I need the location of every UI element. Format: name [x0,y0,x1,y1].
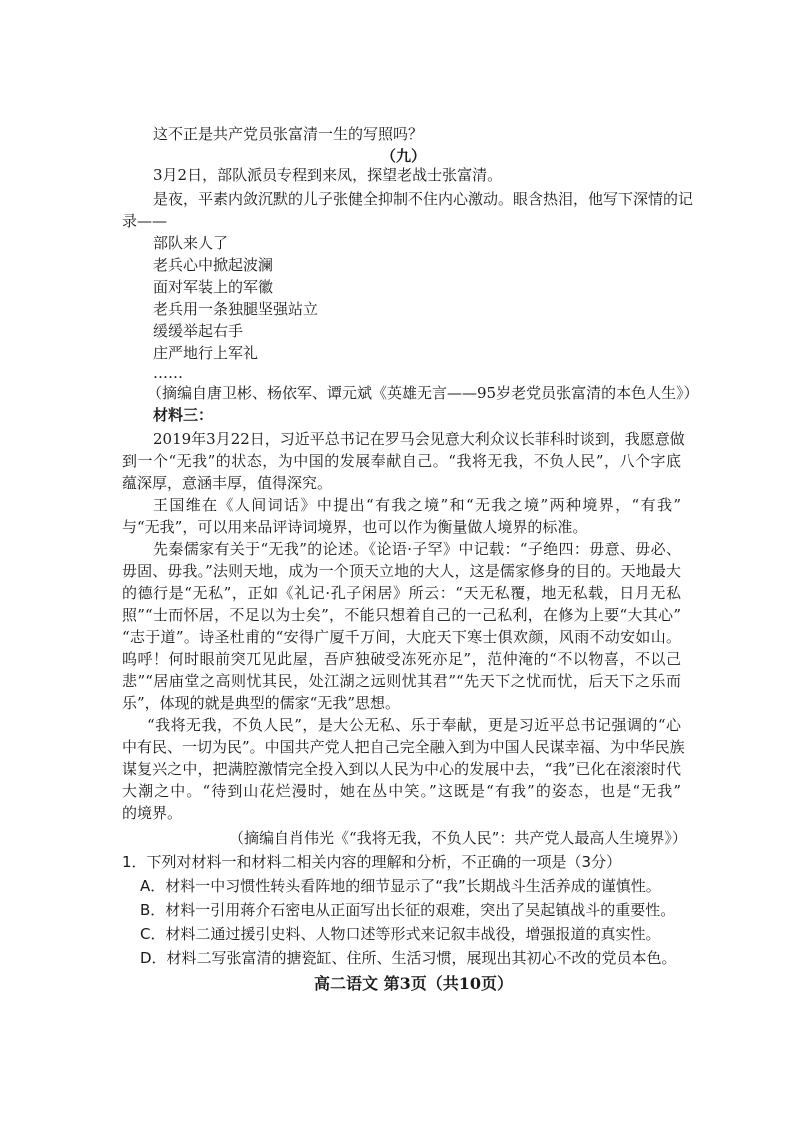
body-line: 3月2日，部队派员专程到来凤，探望老战士张富清。 [153,166,503,184]
poem-line: 老兵心中掀起波澜 [153,256,274,274]
poem-line: …… [153,364,183,382]
poem-line: 面对军装上的军徽 [153,278,274,296]
body-line: 蕴深厚，意涵丰厚，值得深究。 [122,474,333,492]
question-stem: 1．下列对材料一和材料二相关内容的理解和分析，不正确的一项是（3分） [122,853,622,871]
body-line: 大潮之中。“待到山花烂漫时，她在丛中笑。”这既是“有我”的姿态，也是“无我” [122,782,681,800]
poem-line: 缓缓举起右手 [153,322,244,340]
body-line: 乐”，体现的就是典型的儒家“无我”思想。 [122,694,401,712]
body-line: 谋复兴之中，把满腔激情完全投入到以人民为中心的发展中去，“我”已化在滚滚时代 [122,760,681,778]
body-line: 中有民、一切为民”。中国共产党人把自己完全融入到为中国人民谋幸福、为中华民族 [122,738,685,756]
body-line: 呜呼！何时眼前突兀见此屋，吾庐独破受冻死亦足”，范仲淹的“不以物喜，不以己 [122,650,681,668]
body-line: 照”“士而怀居，不足以为士矣”，不能只想着自己的一己私利，在修为上要“大其心” [122,606,681,624]
intro-line: 这不正是共产党员张富清一生的写照吗？ [153,125,424,143]
source-citation: （摘编自唐卫彬、杨依军、谭元斌《英雄无言——95岁老党员张富清的本色人生》） [147,384,699,402]
poem-line: 庄严地行上军礼 [153,344,259,362]
body-line: 录—— [122,212,168,230]
option-c: C．材料二通过援引史料、人物口述等形式来记叙丰战役，增强报道的真实性。 [140,925,661,943]
body-line: 先秦儒家有关于“无我”的论述。《论语·子罕》中记载：“子绝四：毋意、毋必、 [153,540,681,558]
source-citation: （摘编自肖伟光《“我将无我，不负人民”：共产党人最高人生境界》） [229,829,687,847]
body-line: 悲”“居庙堂之高则忧其民，处江湖之远则忧其君”“先天下之忧而忧，后天下之乐而 [122,672,681,690]
body-line: 王国维在《人间词话》中提出“有我之境”和“无我之境”两种境界，“有我” [153,496,681,514]
poem-line: 老兵用一条独腿坚强站立 [153,300,319,318]
page-footer: 高二语文 第3页（共10页） [314,974,513,993]
body-line: 的境界。 [122,804,183,822]
material-heading: 材料三： [153,406,214,424]
section-number: （九） [381,147,427,165]
body-line: 的德行是“无私”，正如《礼记·孔子闲居》所云：“天无私覆，地无私载，日月无私 [122,584,681,602]
poem-line: 部队来人了 [153,234,229,252]
option-d: D．材料二写张富清的搪瓷缸、住所、生活习惯，展现出其初心不改的党员本色。 [140,949,677,967]
option-a: A．材料一中习惯性转头看阵地的细节显示了“我”长期战斗生活养成的谨慎性。 [140,877,661,895]
body-line: 毋固、毋我。”法则天地，成为一个顶天立地的大人，这是儒家修身的目的。天地最大 [122,562,681,580]
body-line: 与“无我”，可以用来品评诗词境界，也可以作为衡量做人境界的标准。 [122,518,588,536]
option-b: B．材料一引用蒋介石密电从正面写出长征的艰难，突出了吴起镇战斗的重要性。 [140,901,676,919]
body-line: 是夜，平素内敛沉默的儿子张健全抑制不住内心激动。眼含热泪，他写下深情的记 [153,190,694,208]
body-line: 到一个“无我”的状态，为中国的发展奉献自己。“我将无我，不负人民”，八个字底 [122,452,681,470]
body-line: 2019年3月22日，习近平总书记在罗马会见意大利众议长菲科时谈到，我愿意做 [153,430,685,448]
body-line: “我将无我，不负人民”，是大公无私、乐于奉献，更是习近平总书记强调的“心 [147,716,681,734]
body-line: “志于道”。诗圣杜甫的“安得广厦千万间，大庇天下寒士俱欢颜，风雨不动安如山。 [122,628,681,646]
